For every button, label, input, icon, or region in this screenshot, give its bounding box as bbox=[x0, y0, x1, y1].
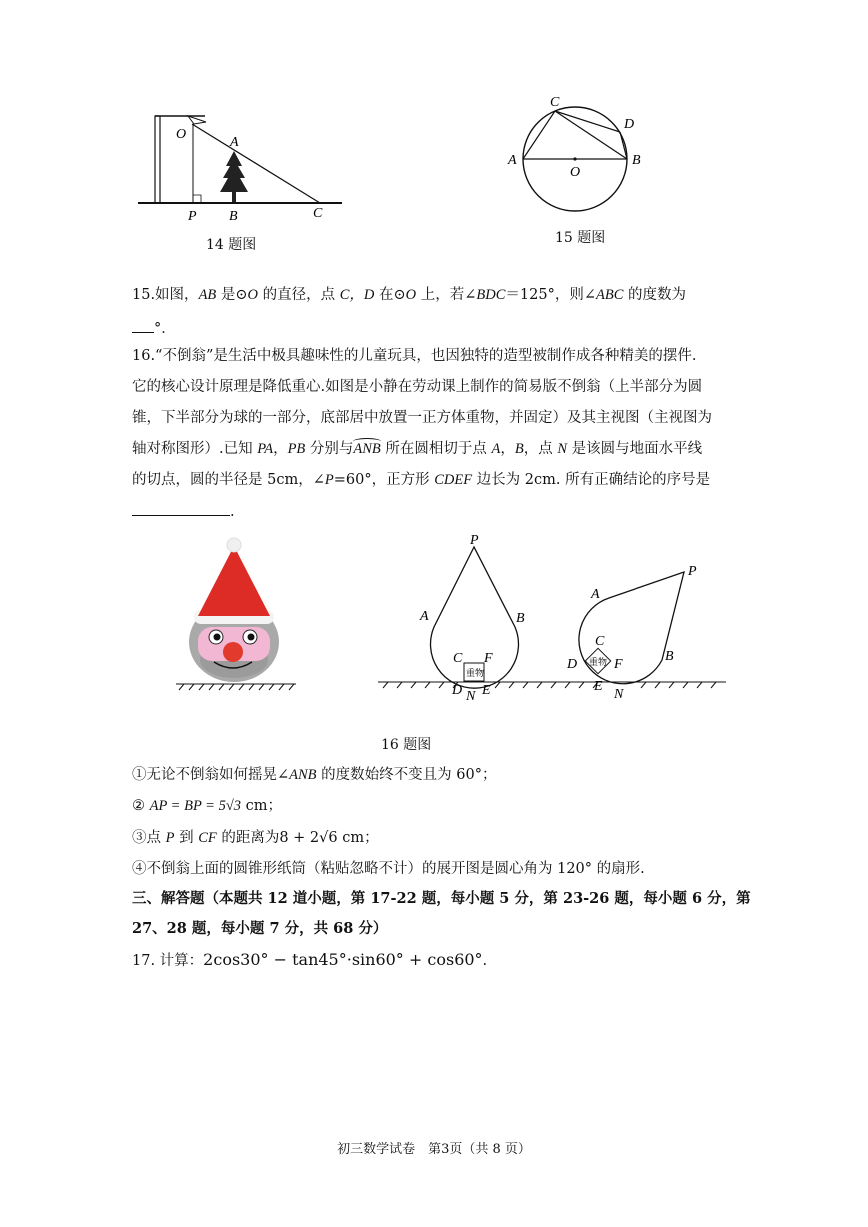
label-B: B bbox=[229, 209, 238, 224]
figure-15 bbox=[500, 92, 660, 222]
hat-pompom bbox=[227, 538, 241, 552]
label-N-tilted: N bbox=[614, 687, 624, 702]
label-A: A bbox=[508, 153, 517, 168]
tumbler-toy-illustration bbox=[170, 532, 300, 692]
label-B: B bbox=[632, 153, 641, 168]
label-P-tilted: P bbox=[688, 564, 697, 579]
option-1: ①无论不倒翁如何摇晃∠ANB 的度数始终不变且为 60°； bbox=[132, 767, 497, 783]
weight-label-tilted: 重物 bbox=[589, 657, 608, 667]
label-B-tilted: B bbox=[665, 649, 674, 664]
option-3: ③点 P 到 CF 的距离为8 + 2√6 cm； bbox=[132, 830, 379, 846]
label-C-tilted: C bbox=[595, 634, 605, 649]
label-E: E bbox=[482, 683, 491, 698]
q15-line1: 15.如图，AB 是⊙O 的直径，点 C，D 在⊙O 上，若∠BDC＝125°，则∠ABC 的度数为 bbox=[132, 287, 686, 303]
figure-14-caption: 14 题图 bbox=[206, 237, 257, 253]
label-C: C bbox=[550, 95, 560, 110]
answer-blank[interactable] bbox=[132, 318, 154, 333]
option-2: ② AP = BP = 5√3 cm； bbox=[132, 798, 283, 814]
figure-16-caption: 16 题图 bbox=[381, 737, 432, 753]
label-A-tilted: A bbox=[591, 587, 600, 602]
chord-CB bbox=[555, 111, 627, 159]
page-footer: 初三数学试卷 第3页（共 8 页） bbox=[337, 1142, 531, 1157]
weight-label: 重物 bbox=[466, 668, 485, 678]
label-N: N bbox=[466, 689, 476, 704]
label-D: D bbox=[624, 117, 635, 132]
right-angle-mark bbox=[193, 195, 201, 203]
label-P: P bbox=[188, 209, 197, 224]
arc-ANB: ANB bbox=[353, 441, 380, 457]
label-O: O bbox=[176, 127, 187, 142]
label-P: P bbox=[470, 533, 479, 548]
q16-line5: 的切点，圆的半径是 5cm，∠P=60°，正方形 CDEF 边长为 2cm. 所有正确结论的序号是 bbox=[132, 472, 711, 488]
label-A: A bbox=[420, 609, 429, 624]
lamp-post bbox=[155, 116, 160, 203]
section-3-heading: 三、解答题（本题共 12 道小题，第 17-22 题，每小题 5 分，第 23-26 题，每小题 6 分，第 bbox=[132, 890, 751, 907]
q17: 17. 计算：2cos30° − tan45°·sin60° + cos60°. bbox=[132, 950, 488, 969]
label-C: C bbox=[453, 651, 463, 666]
label-E-tilted: E bbox=[594, 679, 603, 694]
label-O: O bbox=[570, 165, 581, 180]
label-B: B bbox=[516, 611, 525, 626]
label-C: C bbox=[313, 206, 323, 221]
tree-icon bbox=[220, 151, 248, 202]
q16-line2: 它的核心设计原理是降低重心.如图是小静在劳动课上制作的简易版不倒翁（上半部分为圆 bbox=[132, 379, 703, 395]
q16-line1: 16.“不倒翁”是生活中极具趣味性的儿童玩具，也因独特的造型被制作成各种精美的摆件. bbox=[132, 348, 697, 364]
center-point bbox=[573, 157, 576, 160]
q15-line2: °． bbox=[132, 318, 176, 338]
ground-hatch bbox=[176, 684, 296, 690]
label-A: A bbox=[230, 135, 239, 150]
label-D-tilted: D bbox=[567, 657, 578, 672]
figure-15-caption: 15 题图 bbox=[555, 230, 606, 246]
q16-line3: 锥，下半部分为球的一部分，底部居中放置一正方体重物，并固定）及其主视图（主视图为 bbox=[132, 410, 712, 426]
q16-line4: 轴对称图形）.已知 PA，PB 分别与 ANB 所在圆相切于点 A，B，点 N 是该圆与地面水平线 bbox=[132, 440, 702, 458]
light-ray bbox=[192, 124, 320, 203]
figure-14 bbox=[130, 108, 350, 228]
hat-cone bbox=[198, 546, 270, 616]
lamp-head bbox=[188, 116, 206, 124]
q16-line6: . bbox=[132, 501, 235, 521]
answer-blank[interactable] bbox=[132, 501, 230, 516]
label-F-tilted: F bbox=[614, 657, 623, 672]
label-F: F bbox=[484, 651, 493, 666]
figure-16-front-views bbox=[376, 530, 731, 710]
chord-AC bbox=[523, 111, 555, 159]
label-D: D bbox=[452, 683, 463, 698]
red-nose bbox=[223, 642, 243, 662]
option-4: ④不倒翁上面的圆锥形纸筒（粘贴忽略不计）的展开图是圆心角为 120° 的扇形. bbox=[132, 861, 645, 877]
ground-hatch bbox=[378, 682, 726, 688]
section-3-heading-cont: 27、28 题，每小题 7 分，共 68 分） bbox=[132, 920, 388, 937]
